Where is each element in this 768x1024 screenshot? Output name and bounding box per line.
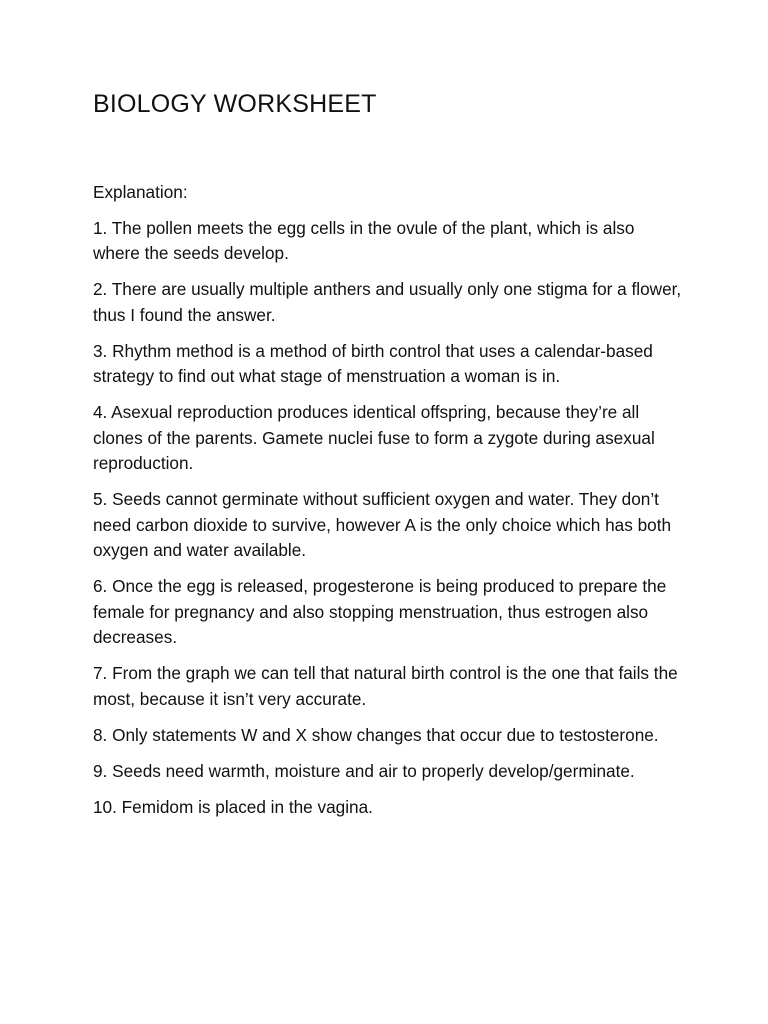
answer-item: 5. Seeds cannot germinate without sufficient oxygen and water. They don’t need carbon dioxide to survive, however A is the only choice which has both oxygen and water available.	[93, 489, 672, 560]
explanation-label: Explanation:	[93, 182, 188, 202]
worksheet-content	[93, 180, 683, 831]
answer-item: 3. Rhythm method is a method of birth control that uses a calendar-based strategy to find out what stage of menstruation a woman is in.	[93, 340, 653, 386]
answer-item: 4. Asexual reproduction produces identical offspring, because they’re all clones of the parents. Gamete nuclei fuse to form a zygote during asexual reproduction.	[93, 402, 655, 473]
answer-item: 8. Only statements W and X show changes that occur due to testosterone.	[93, 724, 659, 745]
answer-item: 7. From the graph we can tell that natural birth control is the one that fails the most, because it isn’t very accurate.	[93, 663, 678, 709]
answer-item: 6. Once the egg is released, progesterone is being produced to prepare the female for pregnancy and also stopping menstruation, thus estrogen also decreases.	[93, 576, 667, 647]
answer-item: 9. Seeds need warmth, moisture and air to properly develop/germinate.	[93, 760, 635, 781]
answer-list	[93, 216, 683, 821]
answer-item: 2. There are usually multiple anthers and usually only one stigma for a flower, thus I found the answer.	[93, 279, 682, 325]
answer-item: 1. The pollen meets the egg cells in the ovule of the plant, which is also where the seeds develop.	[93, 217, 635, 263]
answer-item: 10. Femidom is placed in the vagina.	[93, 796, 373, 817]
page-title: BIOLOGY WORKSHEET	[93, 90, 377, 118]
